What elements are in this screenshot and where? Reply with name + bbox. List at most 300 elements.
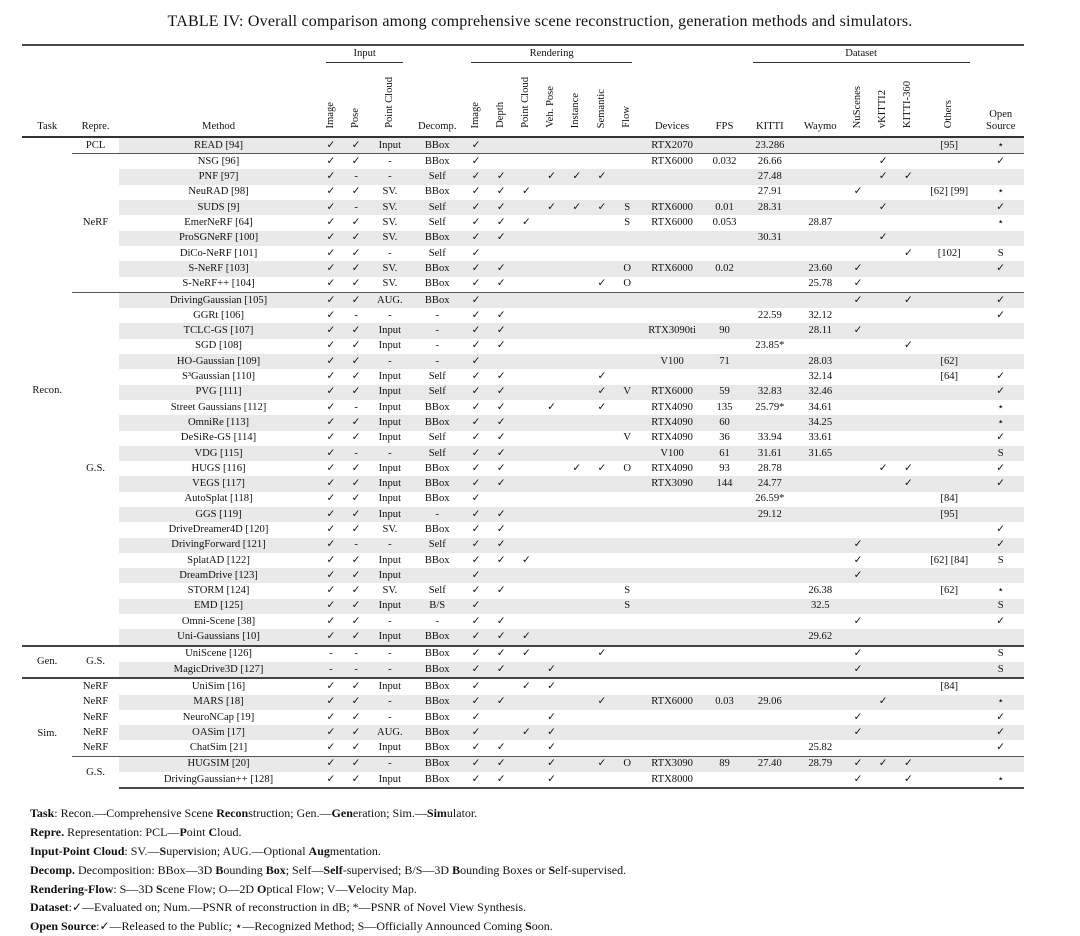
cell: - — [354, 309, 358, 321]
cell: ✓ — [326, 186, 336, 198]
cell: ✓ — [343, 599, 368, 614]
cell — [539, 431, 564, 446]
cell: Self — [411, 538, 463, 553]
col-group-input: Input — [318, 45, 411, 66]
cell: ✓ — [845, 646, 870, 662]
cell: 27.40 — [745, 756, 795, 772]
cell — [564, 215, 589, 230]
cell — [871, 137, 896, 154]
cell: ✓ — [463, 385, 488, 400]
cell — [514, 710, 539, 725]
cell — [564, 553, 589, 568]
cell — [589, 772, 614, 788]
cell — [921, 446, 978, 461]
cell: - — [388, 247, 392, 259]
method-cell: S-NeRF [103] — [119, 261, 319, 276]
cell — [589, 662, 614, 678]
method-cell: Uni-Gaussians [10] — [119, 629, 319, 645]
table-row — [22, 246, 1024, 261]
cell — [795, 662, 845, 678]
cell — [795, 614, 845, 629]
cell: BBox — [411, 629, 463, 645]
cell — [845, 246, 870, 261]
cell: ✓ — [351, 247, 361, 259]
cell — [845, 740, 870, 756]
method-cell: HUGSIM [20] — [119, 756, 319, 772]
cell — [514, 695, 539, 710]
cell — [921, 614, 978, 629]
cell: [95] — [921, 137, 978, 154]
method-cell: TCLC-GS [107] — [119, 323, 319, 338]
cell — [921, 662, 978, 678]
cell: ✓ — [496, 524, 506, 535]
cell: ✓ — [318, 725, 343, 740]
cell: RTX3090 — [640, 756, 705, 772]
repre-cell: NeRF — [72, 710, 118, 725]
cell: 23.60 — [795, 261, 845, 276]
cell — [589, 476, 614, 491]
cell: - — [343, 200, 368, 215]
cell — [921, 772, 978, 788]
cell: ✓ — [496, 278, 506, 290]
cell: ✓ — [996, 371, 1006, 383]
cell — [615, 695, 640, 710]
cell — [640, 725, 705, 740]
cell: ✓ — [853, 554, 863, 566]
cell: 27.48 — [745, 169, 795, 184]
table-row — [22, 568, 1024, 583]
cell: ✓ — [978, 538, 1025, 553]
cell: SV. — [369, 261, 411, 276]
cell — [539, 568, 564, 583]
col-header: Others — [921, 66, 978, 137]
cell: ✓ — [318, 695, 343, 710]
cell — [704, 277, 744, 293]
cell — [921, 538, 978, 553]
note-text: Decomposition: BBox—3D Bounding Box; Self—Self-supervised; B/S—3D Bounding Boxes or Self-supervised. — [75, 862, 627, 877]
cell — [564, 492, 589, 507]
cell: - — [318, 662, 343, 678]
cell: Self — [428, 371, 446, 383]
cell — [489, 678, 514, 694]
cell — [795, 476, 845, 491]
note-text: : SV.—Supervision; AUG.—Optional Augmentation. — [124, 843, 381, 858]
cell: ✓ — [597, 278, 607, 290]
cell: ✓ — [903, 247, 913, 259]
cell — [615, 154, 640, 170]
cell — [539, 461, 564, 476]
cell: ✓ — [471, 309, 481, 321]
cell: ✓ — [845, 662, 870, 678]
cell — [978, 678, 1025, 694]
cell — [745, 277, 795, 293]
cell — [745, 710, 795, 725]
table-row — [22, 415, 1024, 430]
cell — [514, 246, 539, 261]
cell: 31.61 — [745, 446, 795, 461]
cell — [845, 629, 870, 645]
cell — [514, 431, 539, 446]
cell: SV. — [382, 585, 398, 597]
cell: 32.14 — [808, 371, 833, 383]
table-row — [22, 185, 1024, 200]
cell: ⋆ — [978, 695, 1025, 710]
cell: ✓ — [318, 446, 343, 461]
cell — [514, 339, 539, 354]
cell — [921, 695, 978, 710]
cell: - — [388, 615, 392, 627]
col-header: Semantic — [589, 66, 614, 137]
cell — [704, 339, 744, 354]
cell: 26.38 — [808, 585, 833, 597]
cell — [921, 169, 978, 184]
cell: [62] [84] — [930, 554, 969, 566]
cell — [978, 629, 1025, 645]
cell: S — [978, 662, 1025, 678]
cell — [921, 231, 978, 246]
cell: ⋆ — [978, 772, 1025, 788]
cell — [514, 354, 539, 369]
cell: ✓ — [463, 772, 488, 788]
cell: O — [623, 462, 632, 474]
cell: 22.59 — [757, 309, 782, 321]
cell: ✓ — [489, 629, 514, 645]
cell: ✓ — [463, 538, 488, 553]
cell — [978, 169, 1025, 184]
cell: ✓ — [326, 711, 336, 723]
cell: ✓ — [351, 371, 361, 383]
cell: - — [343, 646, 368, 662]
cell — [564, 261, 589, 276]
cell: Input — [369, 678, 411, 694]
cell — [615, 725, 640, 740]
repre-cell: G.S. — [72, 646, 118, 679]
cell: ✓ — [514, 678, 539, 694]
table-row — [22, 662, 1024, 678]
cell: ✓ — [496, 186, 506, 198]
cell — [615, 246, 640, 261]
cell — [704, 492, 744, 507]
cell — [896, 695, 921, 710]
cell — [745, 522, 795, 537]
cell — [615, 710, 640, 725]
cell — [564, 400, 589, 415]
cell: S — [978, 646, 1025, 662]
cell: ✓ — [978, 292, 1025, 308]
cell: S — [997, 554, 1004, 566]
cell — [564, 538, 589, 553]
cell — [896, 137, 921, 154]
cell: 144 — [704, 476, 744, 491]
table-caption: TABLE IV: Overall comparison among comprehensive scene reconstruction, generation methods and simulators. — [167, 13, 913, 30]
table-row — [22, 154, 1024, 170]
cell — [896, 583, 921, 598]
cell — [978, 492, 1025, 507]
cell — [615, 400, 640, 415]
cell — [745, 354, 795, 369]
comparison-table — [22, 44, 1024, 789]
cell — [978, 339, 1025, 354]
cell — [704, 568, 744, 583]
note-line — [30, 917, 1080, 936]
cell — [539, 507, 564, 522]
table-row — [22, 476, 1024, 491]
cell: ✓ — [326, 585, 336, 597]
cell — [871, 678, 896, 694]
cell — [589, 553, 614, 568]
cell — [871, 629, 896, 645]
cell: ✓ — [996, 742, 1006, 754]
cell — [615, 339, 640, 354]
cell — [564, 599, 589, 614]
cell: ✓ — [489, 772, 514, 788]
cell: BBox — [411, 415, 463, 430]
cell: BBox — [424, 524, 450, 535]
col-header: Instance — [564, 66, 589, 137]
method-cell: HUGS [116] — [191, 462, 246, 474]
method-cell: Street Gaussians [112] — [170, 401, 267, 413]
cell: ✓ — [343, 323, 368, 338]
cell — [845, 400, 870, 415]
cell: ✓ — [351, 742, 361, 754]
cell — [896, 385, 921, 400]
cell: ✓ — [845, 323, 870, 338]
cell: ✓ — [871, 154, 896, 170]
cell — [845, 431, 870, 446]
cell: ✓ — [489, 231, 514, 246]
cell — [896, 308, 921, 323]
cell: - — [343, 446, 368, 461]
cell: - — [411, 323, 463, 338]
cell: BBox — [411, 646, 463, 662]
cell — [795, 507, 845, 522]
cell — [704, 646, 744, 662]
cell: ✓ — [471, 554, 481, 566]
cell — [921, 646, 978, 662]
repre-cell: G.S. — [72, 756, 118, 788]
table-row — [22, 231, 1024, 246]
cell — [539, 246, 564, 261]
cell — [489, 599, 514, 614]
method-cell: READ [94] — [119, 137, 319, 154]
cell — [615, 308, 640, 323]
cell — [845, 154, 870, 170]
cell: ✓ — [489, 415, 514, 430]
cell — [871, 507, 896, 522]
cell: SV. — [382, 186, 398, 198]
cell — [489, 246, 514, 261]
cell: ✓ — [496, 309, 506, 321]
cell: - — [369, 446, 411, 461]
cell: ✓ — [318, 261, 343, 276]
cell — [704, 246, 744, 261]
cell — [871, 662, 896, 678]
cell: ✓ — [318, 200, 343, 215]
cell: ✓ — [463, 629, 488, 645]
cell — [921, 215, 978, 230]
method-cell: SplatAD [122] — [187, 554, 250, 566]
cell: ✓ — [496, 615, 506, 627]
cell — [564, 725, 589, 740]
cell: - — [388, 309, 392, 321]
cell — [615, 538, 640, 553]
table-row — [22, 538, 1024, 553]
cell — [795, 522, 845, 537]
cell: ✓ — [343, 568, 368, 583]
cell — [745, 246, 795, 261]
cell: RTX4090 — [651, 462, 693, 474]
cell: - — [369, 662, 411, 678]
footnotes — [30, 804, 1080, 936]
cell — [704, 169, 744, 184]
cell: - — [318, 646, 343, 662]
cell — [539, 646, 564, 662]
cell: ✓ — [318, 137, 343, 154]
cell — [589, 185, 614, 200]
cell — [564, 246, 589, 261]
cell: Self — [411, 169, 463, 184]
cell: 0.01 — [704, 200, 744, 215]
cell: Input — [378, 742, 402, 754]
cell: BBox — [411, 231, 463, 246]
method-cell: DrivingGaussian [105] — [119, 292, 319, 308]
cell — [978, 756, 1025, 772]
table-row — [22, 323, 1024, 338]
note-label: Rendering-Flow — [30, 881, 114, 896]
cell: ✓ — [996, 615, 1006, 627]
cell: ✓ — [343, 261, 368, 276]
cell: BBox — [411, 725, 463, 740]
cell — [615, 446, 640, 461]
cell: ✓ — [318, 538, 343, 553]
cell: ✓ — [351, 432, 361, 444]
cell: ✓ — [489, 756, 514, 772]
cell — [564, 385, 589, 400]
cell: RTX4090 — [651, 432, 693, 444]
cell: ✓ — [996, 462, 1006, 474]
table-row — [22, 461, 1024, 476]
cell: B/S — [411, 599, 463, 614]
cell — [564, 710, 589, 725]
cell: ✓ — [463, 756, 488, 772]
note-label: Dataset — [30, 900, 69, 915]
cell: ✓ — [326, 340, 336, 352]
cell: ✓ — [471, 462, 481, 474]
table-row — [22, 614, 1024, 629]
method-cell: NSG [96] — [119, 154, 319, 170]
cell: 0.032 — [704, 154, 744, 170]
cell: Input — [369, 385, 411, 400]
method-cell: SGD [108] — [195, 340, 242, 352]
cell: ✓ — [471, 340, 481, 352]
cell — [640, 614, 705, 629]
cell: ✓ — [589, 756, 614, 772]
cell: RTX4090 — [651, 401, 693, 413]
table-row — [22, 446, 1024, 461]
cell: ✓ — [471, 401, 481, 413]
cell — [921, 461, 978, 476]
cell — [640, 369, 705, 384]
col-header: NuScenes — [845, 66, 870, 137]
cell: ✓ — [463, 231, 488, 246]
cell — [745, 568, 795, 583]
method-cell: S³Gaussian [110] — [181, 371, 256, 383]
cell — [564, 695, 589, 710]
cell: Input — [369, 137, 411, 154]
cell — [615, 231, 640, 246]
cell — [795, 185, 845, 200]
table-row — [22, 385, 1024, 400]
table-row — [22, 215, 1024, 230]
col-header: KITTI-360 — [896, 66, 921, 137]
cell: ✓ — [343, 385, 368, 400]
cell: BBox — [424, 401, 450, 413]
cell: 29.62 — [795, 629, 845, 645]
cell: ✓ — [496, 401, 506, 413]
col-header: vKITTI2 — [871, 66, 896, 137]
cell: ✓ — [343, 137, 368, 154]
cell — [745, 599, 795, 614]
cell: ✓ — [853, 615, 863, 627]
col-header: Flow — [615, 66, 640, 137]
cell: ✓ — [318, 323, 343, 338]
cell — [896, 507, 921, 522]
cell — [845, 231, 870, 246]
cell: 89 — [704, 756, 744, 772]
cell: ✓ — [597, 401, 607, 413]
method-cell: EMD [125] — [119, 599, 319, 614]
cell: ✓ — [871, 200, 896, 215]
cell: ✓ — [589, 169, 614, 184]
cell — [539, 492, 564, 507]
cell — [589, 629, 614, 645]
cell: ✓ — [326, 462, 336, 474]
cell — [640, 507, 705, 522]
method-cell: UniSim [16] — [119, 678, 319, 694]
cell — [704, 710, 744, 725]
cell: ✓ — [343, 292, 368, 308]
table-row — [22, 678, 1024, 694]
cell: ✓ — [589, 646, 614, 662]
cell — [615, 662, 640, 678]
cell: ✓ — [351, 524, 361, 535]
cell — [539, 553, 564, 568]
cell — [589, 292, 614, 308]
cell — [615, 354, 640, 369]
cell: RTX6000 — [640, 200, 705, 215]
cell — [896, 568, 921, 583]
cell — [411, 568, 463, 583]
cell: ✓ — [463, 725, 488, 740]
cell: 0.02 — [704, 261, 744, 276]
cell: BBox — [424, 742, 450, 754]
cell — [589, 740, 614, 756]
cell — [640, 740, 705, 756]
cell: SV. — [369, 200, 411, 215]
cell — [745, 538, 795, 553]
cell — [871, 323, 896, 338]
cell: ✓ — [547, 401, 557, 413]
cell: BBox — [411, 137, 463, 154]
cell — [795, 339, 845, 354]
cell: - — [369, 538, 411, 553]
cell: BBox — [411, 261, 463, 276]
cell: ✓ — [496, 742, 506, 754]
method-cell: OASim [17] — [119, 725, 319, 740]
cell: ✓ — [318, 756, 343, 772]
cell — [539, 185, 564, 200]
cell: S — [615, 599, 640, 614]
